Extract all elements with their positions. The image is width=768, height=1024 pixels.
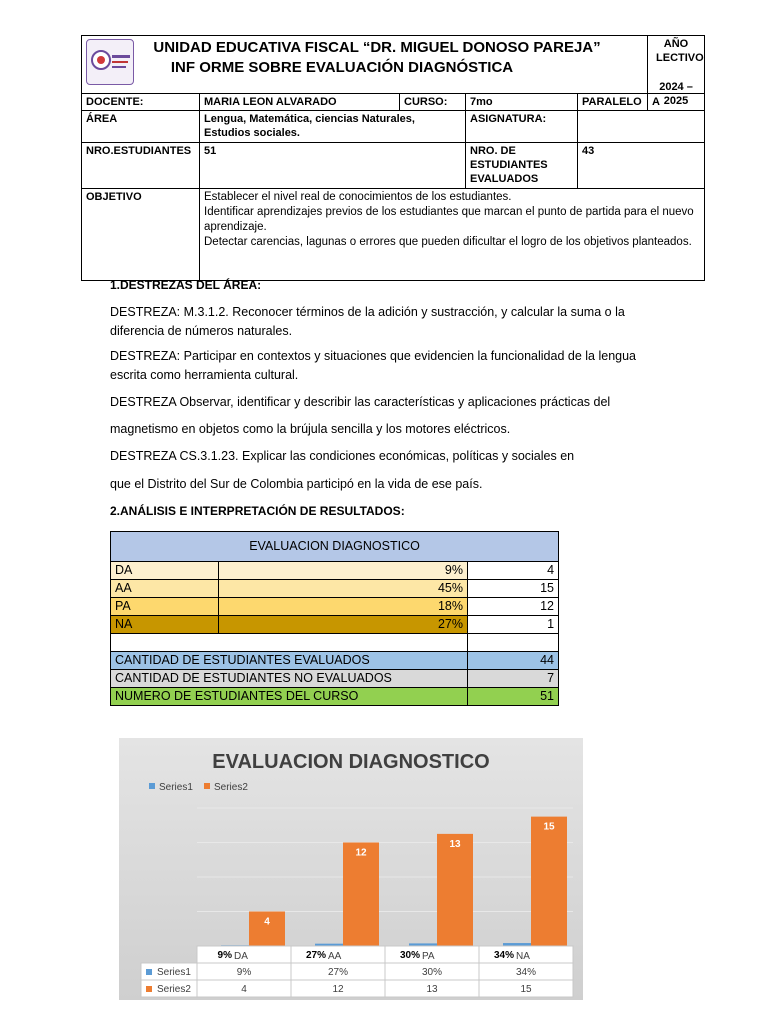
- no-evaluados-row: [111, 670, 559, 688]
- destrezas-title: 1.DESTREZAS DEL ÁREA:: [110, 278, 262, 292]
- docente-value: MARIA LEON ALVARADO: [200, 94, 400, 111]
- school-name: UNIDAD EDUCATIVA FISCAL “DR. MIGUEL DONOSO PAREJA”: [153, 39, 601, 56]
- level-percent: 18%: [219, 598, 468, 616]
- evaluados-total: 44: [468, 652, 559, 670]
- level-percent: 45%: [219, 580, 468, 598]
- no-evaluados-label: CANTIDAD DE ESTUDIANTES NO EVALUADOS: [111, 670, 468, 688]
- series2-data-label: 12: [355, 847, 367, 859]
- series2-data-label: 15: [543, 821, 555, 833]
- asignatura-value: [578, 111, 705, 143]
- table-series-swatch: [146, 986, 152, 992]
- series2-table-value: 13: [426, 984, 438, 995]
- year-label: AÑO LECTIVO: [656, 38, 704, 64]
- school-crest-icon: [87, 40, 133, 84]
- series2-table-value: 4: [241, 984, 247, 995]
- empty-row: [111, 634, 559, 652]
- analisis-title: 2.ANÁLISIS E INTERPRETACIÓN DE RESULTADOS:: [110, 504, 405, 518]
- year-cell: [648, 36, 705, 107]
- objetivo-line-1: Establecer el nivel real de conocimientos de los estudiantes.: [204, 191, 512, 203]
- legend-swatch: [204, 783, 210, 789]
- results-row: [111, 616, 559, 634]
- series2-table-value: 15: [520, 984, 532, 995]
- evaluados-label: NRO. DE ESTUDIANTES EVALUADOS: [466, 143, 578, 189]
- category-label: AA: [328, 951, 342, 962]
- paralelo-value: A: [648, 94, 705, 111]
- destreza-3a: DESTREZA Observar, identificar y describir las características y aplicaciones prácticas del: [110, 395, 611, 409]
- results-table: [110, 531, 559, 706]
- level-percent: 9%: [219, 562, 468, 580]
- category-label: NA: [516, 951, 530, 962]
- series1-table-value: 34%: [515, 967, 537, 978]
- level-label: NA: [111, 616, 219, 634]
- destreza-4b: que el Distrito del Sur de Colombia participó en la vida de ese país.: [110, 477, 483, 491]
- table-series-name: Series1: [157, 967, 191, 978]
- level-count: 1: [468, 616, 559, 634]
- series2-data-label: 4: [264, 916, 270, 928]
- no-evaluados-total: 7: [468, 670, 559, 688]
- results-title: EVALUACION DIAGNOSTICO: [111, 532, 559, 562]
- destreza-4a: DESTREZA CS.3.1.23. Explicar las condiciones económicas, políticas y sociales en: [110, 449, 575, 463]
- category-mark: 9%: [217, 950, 232, 961]
- asignatura-label: ASIGNATURA:: [466, 111, 578, 143]
- empty-cell: [468, 634, 559, 652]
- results-row: [111, 598, 559, 616]
- evaluados-value: 43: [578, 143, 705, 189]
- table-series-swatch: [146, 969, 152, 975]
- evaluados-total-label: CANTIDAD DE ESTUDIANTES EVALUADOS: [111, 652, 468, 670]
- level-percent: 27%: [219, 616, 468, 634]
- objetivo-line-2: Identificar aprendizajes previos de los estudiantes que marcan el punto de partida para el nuevo aprendizaje.: [204, 206, 694, 233]
- header-table: [81, 35, 705, 281]
- series1-table-value: 9%: [236, 967, 252, 978]
- series2-bar: [437, 834, 473, 946]
- empty-cell: [111, 634, 468, 652]
- paralelo-label: PARALELO: [578, 94, 648, 111]
- category-mark: 34%: [493, 950, 514, 961]
- category-label: DA: [234, 951, 248, 962]
- destreza-1: DESTREZA: M.3.1.2. Reconocer términos de la adición y sustracción, y calcular la suma o la diferencia de números naturales.: [110, 305, 625, 338]
- series1-table-value: 27%: [327, 967, 349, 978]
- evaluados-row: [111, 652, 559, 670]
- objetivo-line-3: Detectar carencias, lagunas o errores que pueden dificultar el logro de los objetivos planteados.: [204, 236, 692, 248]
- level-count: 4: [468, 562, 559, 580]
- docente-label: DOCENTE:: [82, 94, 200, 111]
- results-row: [111, 562, 559, 580]
- legend-label: Series2: [214, 782, 248, 793]
- level-label: DA: [111, 562, 219, 580]
- level-count: 15: [468, 580, 559, 598]
- level-label: AA: [111, 580, 219, 598]
- curso-total-row: [111, 688, 559, 706]
- curso-total: 51: [468, 688, 559, 706]
- curso-total-label: NUMERO DE ESTUDIANTES DEL CURSO: [111, 688, 468, 706]
- title-cell: [82, 36, 648, 94]
- category-mark: 27%: [305, 950, 326, 961]
- nro-estudiantes-label: NRO.ESTUDIANTES: [82, 143, 200, 189]
- category-mark: 30%: [399, 950, 420, 961]
- bar-chart: [119, 738, 583, 1000]
- level-count: 12: [468, 598, 559, 616]
- series2-bar: [531, 817, 567, 946]
- curso-label: CURSO:: [400, 94, 466, 111]
- table-series-name: Series2: [157, 984, 191, 995]
- series2-data-label: 13: [449, 838, 461, 850]
- series1-table-value: 30%: [421, 967, 443, 978]
- destreza-2: DESTREZA: Participar en contextos y situaciones que evidencien la funcionalidad de la lengua escrita como herramienta cultural.: [110, 349, 637, 382]
- level-label: PA: [111, 598, 219, 616]
- legend-swatch: [149, 783, 155, 789]
- report-title: INF ORME SOBRE EVALUACIÓN DIAGNÓSTICA: [170, 59, 514, 76]
- objetivo-value: [200, 189, 705, 281]
- area-label: ÁREA: [82, 111, 200, 143]
- school-logo: [86, 39, 134, 85]
- chart-container: [119, 738, 583, 1000]
- results-row: [111, 580, 559, 598]
- chart-title: EVALUACION DIAGNOSTICO: [212, 751, 490, 773]
- destreza-3b: magnetismo en objetos como la brújula sencilla y los motores eléctricos.: [110, 422, 511, 436]
- category-label: PA: [422, 951, 435, 962]
- nro-estudiantes-value: 51: [200, 143, 466, 189]
- curso-value: 7mo: [466, 94, 578, 111]
- legend-label: Series1: [159, 782, 193, 793]
- series2-table-value: 12: [332, 984, 344, 995]
- objetivo-label: OBJETIVO: [82, 189, 200, 281]
- area-value: Lengua, Matemática, ciencias Naturales, Estudios sociales.: [200, 111, 466, 143]
- year-value: 2024 – 2025: [659, 81, 693, 107]
